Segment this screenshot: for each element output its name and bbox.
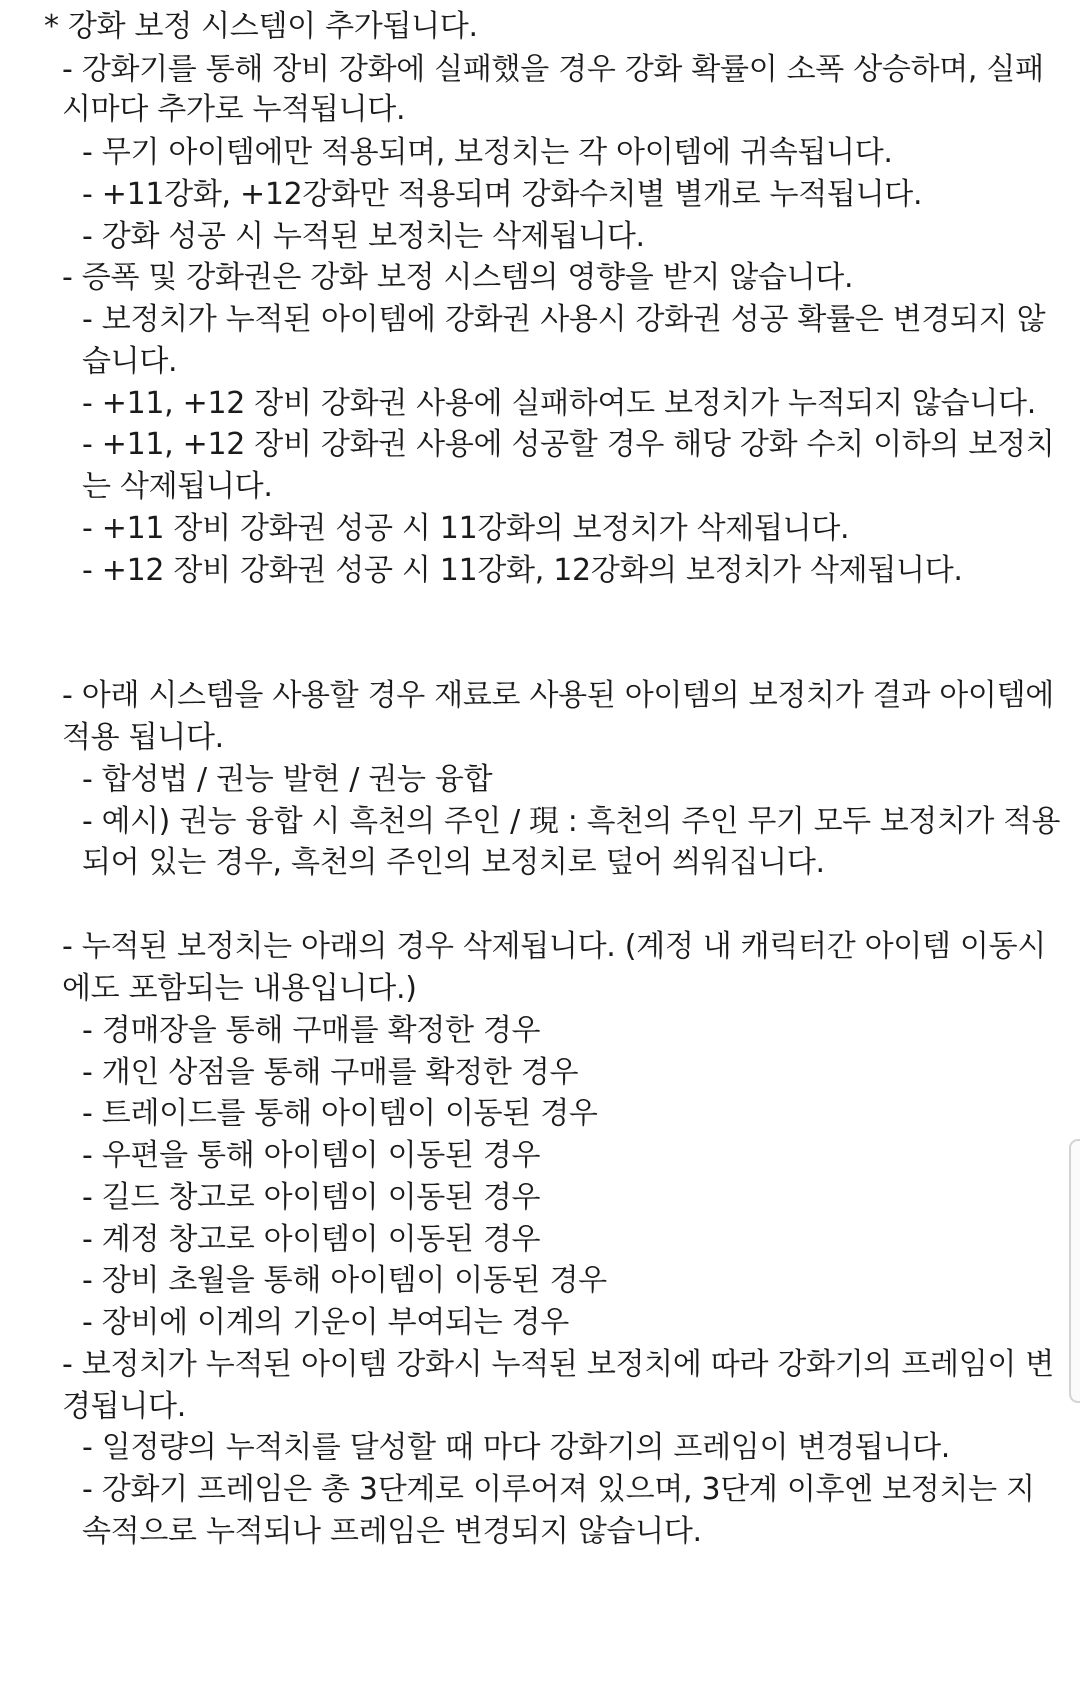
notice-line: - 우편을 통해 아이템이 이동된 경우 <box>82 1138 541 1173</box>
notice-line: - 증폭 및 강화권은 강화 보정 시스템의 영향을 받지 않습니다. <box>62 260 854 295</box>
notice-line: - +11강화, +12강화만 적용되며 강화수치별 별개로 누적됩니다. <box>82 177 923 212</box>
notice-line: 경됩니다. <box>62 1389 186 1424</box>
notice-line: - 장비에 이계의 기운이 부여되는 경우 <box>82 1305 569 1340</box>
scroll-handle[interactable] <box>1069 1139 1080 1403</box>
notice-line: - 길드 창고로 아이템이 이동된 경우 <box>82 1180 541 1215</box>
notice-line: - +11, +12 장비 강화권 사용에 성공할 경우 해당 강화 수치 이하의 보정치 <box>82 427 1055 462</box>
notice-line: - 보정치가 누적된 아이템에 강화권 사용시 강화권 성공 확률은 변경되지 않 <box>82 302 1046 337</box>
notice-line: 속적으로 누적되나 프레임은 변경되지 않습니다. <box>82 1514 702 1549</box>
notice-line: - +12 장비 강화권 성공 시 11강화, 12강화의 보정치가 삭제됩니다. <box>82 553 963 588</box>
notice-line: 습니다. <box>82 344 178 379</box>
notice-line: - 경매장을 통해 구매를 확정한 경우 <box>82 1013 541 1048</box>
notice-line: - 누적된 보정치는 아래의 경우 삭제됩니다. (계정 내 캐릭터간 아이템 이동시 <box>62 929 1046 964</box>
notice-line: 에도 포함되는 내용입니다.) <box>62 971 417 1006</box>
notice-line: 되어 있는 경우, 흑천의 주인의 보정치로 덮어 씌워집니다. <box>82 845 825 880</box>
notice-line: * 강화 보정 시스템이 추가됩니다. <box>44 9 478 44</box>
notice-line: - 아래 시스템을 사용할 경우 재료로 사용된 아이템의 보정치가 결과 아이템에 <box>62 678 1054 713</box>
notice-line: - 장비 초월을 통해 아이템이 이동된 경우 <box>82 1263 607 1298</box>
notice-line: 적용 됩니다. <box>62 720 224 755</box>
notice-line: - 개인 상점을 통해 구매를 확정한 경우 <box>82 1055 579 1090</box>
notice-line: - +11 장비 강화권 성공 시 11강화의 보정치가 삭제됩니다. <box>82 511 850 546</box>
notice-line: - +11, +12 장비 강화권 사용에 실패하여도 보정치가 누적되지 않습니다. <box>82 386 1036 421</box>
notice-line: - 합성법 / 권능 발현 / 권능 융합 <box>82 762 493 797</box>
notice-line: - 예시) 권능 융합 시 흑천의 주인 / 現 : 흑천의 주인 무기 모두 보정치가 적용 <box>82 804 1061 839</box>
notice-line: - 강화기를 통해 장비 강화에 실패했을 경우 강화 확률이 소폭 상승하며, 실패 <box>62 52 1044 87</box>
notice-line: - 무기 아이템에만 적용되며, 보정치는 각 아이템에 귀속됩니다. <box>82 135 893 170</box>
notice-line: - 계정 창고로 아이템이 이동된 경우 <box>82 1222 541 1257</box>
notice-line: 시마다 추가로 누적됩니다. <box>62 92 406 127</box>
notice-line: - 트레이드를 통해 아이템이 이동된 경우 <box>82 1096 598 1131</box>
notice-line: - 일정량의 누적치를 달성할 때 마다 강화기의 프레임이 변경됩니다. <box>82 1430 951 1465</box>
notice-line: 는 삭제됩니다. <box>82 469 273 504</box>
notice-line: - 강화 성공 시 누적된 보정치는 삭제됩니다. <box>82 219 645 254</box>
notice-line: - 강화기 프레임은 총 3단계로 이루어져 있으며, 3단계 이후엔 보정치는 지 <box>82 1472 1035 1507</box>
notice-line: - 보정치가 누적된 아이템 강화시 누적된 보정치에 따라 강화기의 프레임이 변 <box>62 1347 1054 1382</box>
